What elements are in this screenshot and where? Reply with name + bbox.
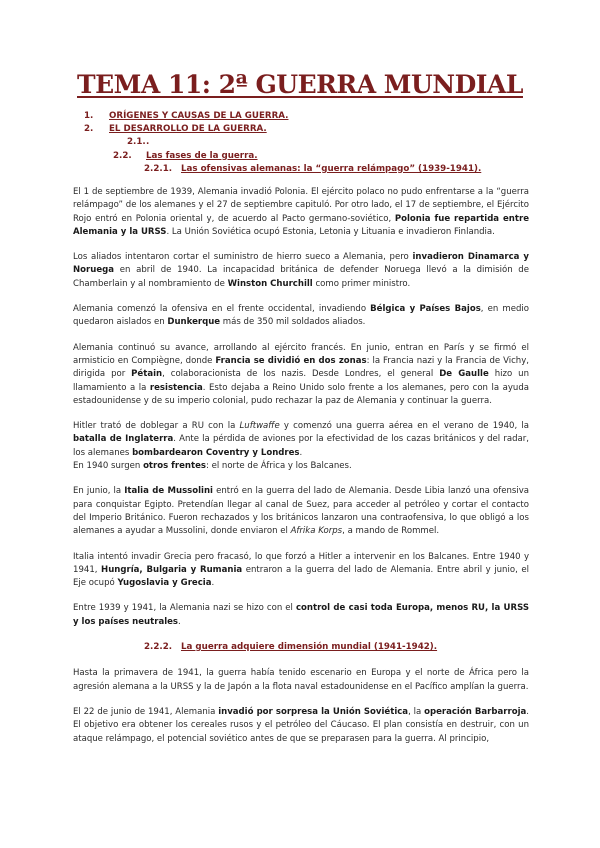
toc-item (0, 150, 600, 163)
paragraph (73, 706, 529, 746)
text-run: Entre 1939 y 1941, la Alemania nazi se hizo con el (73, 603, 296, 614)
text-run: Alemania comenzó la ofensiva en el frente occidental, invadiendo (73, 304, 371, 315)
text-run: En junio, la (73, 486, 125, 497)
paragraph (73, 420, 529, 460)
text-run: Hasta la primavera de 1941, la guerra había tenido escenario en Europa y el norte de África pero la agresión alemana a la URSS y la de Japón a la flota naval estadounidense en el Pacífico amplían la guerra. (73, 668, 529, 692)
toc-number: 2.2.1. (144, 163, 173, 174)
text-run: El 1 de septiembre de 1939, Alemania invadió Polonia. El ejército polaco no pudo enfrentarse a la “guerra relámpago” de los alemanes y el 27 de septiembre capituló. Por otro lado, el 17 de septiembre, el Ejército Rojo entró en Polonia oriental y, de acuerdo al Pacto germano-soviético, (73, 187, 529, 224)
bold-text: Pétain (131, 369, 163, 380)
text-run: . La Unión Soviética ocupó Estonia, Letonia y Lituania e invadieron Finlandia. (166, 226, 495, 237)
toc-number: 1. (84, 111, 94, 121)
table-of-contents (0, 110, 600, 176)
text-run: entró en la guerra del lado de Alemania. Desde Libia lanzó una ofensiva para conquistar Egipto. Pretendían llegar al canal de Suez, para acceder al petróleo y cortar el contacto del Imperio Británico. Fueron rechazados y los británicos lanzaron una contraofensiva, lo que obligó a los alemanes a ayudar a Mussolini, donde enviaron el (73, 486, 529, 537)
page-title: TEMA 11: 2ª GUERRA MUNDIAL (77, 70, 523, 99)
paragraph (73, 186, 529, 239)
toc-link[interactable]: EL DESARROLLO DE LA GUERRA. (109, 124, 267, 135)
bold-text: bombardearon Coventry y Londres (132, 447, 300, 458)
bold-text: Italia de Mussolini (124, 486, 213, 497)
text-run: . (211, 578, 215, 589)
bold-text: Hungría, Bulgaria y Rumania (101, 564, 243, 575)
bold-text: batalla de Inglaterra (73, 434, 174, 445)
bold-text: Dunkerque (167, 317, 221, 328)
bold-text: resistencia (149, 382, 203, 393)
toc-item (0, 136, 600, 149)
toc-number: 2.2. (113, 150, 132, 161)
paragraph (73, 602, 529, 629)
bold-text: otros frentes (143, 461, 206, 472)
italic-text: Luftwaffe (239, 421, 280, 432)
bold-text: Yugoslavia y Grecia (117, 578, 212, 589)
toc-link[interactable]: Las fases de la guerra. (146, 150, 258, 161)
toc-link[interactable]: ORÍGENES Y CAUSAS DE LA GUERRA. (109, 111, 289, 121)
text-run: En 1940 surgen (73, 461, 144, 472)
bold-text: operación Barbarroja (424, 706, 527, 717)
text-run: . (299, 447, 303, 458)
text-run: hizo un llamamiento a la (73, 369, 529, 393)
text-run: como primer ministro. (312, 278, 411, 289)
text-run: y comenzó una guerra aérea en el verano de 1940, la (279, 421, 529, 432)
bold-text: invadió por sorpresa la Unión Soviética (218, 706, 409, 717)
paragraph (73, 485, 529, 538)
text-run: , la (408, 706, 425, 717)
bold-text: Winston Churchill (227, 278, 313, 289)
text-run: El 22 de junio de 1941, Alemania (73, 706, 219, 717)
paragraph (73, 460, 529, 473)
toc-number: 2. (84, 124, 94, 135)
bold-text: Francia se dividió en dos zonas (215, 355, 367, 366)
text-run: . El objetivo era obtener los cereales rusos y el petróleo del Cáucaso. El plan consistía en destruir, con un ataque relámpago, el potencial soviético antes de que se preparasen para la guerra. Al principio, (73, 706, 529, 744)
paragraph (73, 342, 529, 408)
text-run: Italia intentó invadir Grecia pero fracasó, lo que forzó a Hitler a intervenir en los Balcanes. Entre 1940 y 1941, (73, 551, 529, 575)
toc-item (0, 110, 600, 123)
bold-text: invadieron Dinamarca y Noruega (73, 252, 529, 276)
toc-item (0, 163, 600, 176)
text-run: más de 350 mil soldados aliados. (220, 317, 366, 328)
text-run: , a mando de Rommel. (342, 526, 440, 537)
text-run: entraron a la guerra del lado de Alemania. Entre abril y junio, el Eje ocupó (73, 564, 529, 589)
paragraph (73, 251, 529, 291)
italic-text: Afrika Korps (290, 526, 343, 537)
text-run: , colaboracionista de los nazis. Desde Londres, el general (162, 369, 440, 380)
bold-text: Bélgica y Países Bajos (370, 304, 481, 315)
text-run: en abril de 1940. La incapacidad británica de defender Noruega llevó a la dimisión de Chamberlain y al nombramiento de (73, 265, 529, 289)
toc-link[interactable]: Las ofensivas alemanas: la “guerra relámpago” (1939-1941). (181, 163, 482, 174)
text-run: . Esto dejaba a Reino Unido solo frente a los alemanes, pero con la ayuda estadounidense y de su imperio colonial, pudo rechazar la paz de Alemania y continuar la guerra. (73, 382, 529, 406)
section-title: La guerra adquiere dimensión mundial (1941-1942). (181, 642, 438, 653)
paragraph (73, 303, 529, 330)
paragraph (73, 551, 529, 591)
section-heading (73, 641, 529, 654)
toc-number: 2.1. (127, 137, 146, 148)
text-run: . Ante la pérdida de aviones por la efectividad de los cazas británicos y del radar, los alemanes (73, 434, 529, 458)
text-run: , en medio quedaron aislados en (73, 304, 529, 328)
text-run: Hitler trató de doblegar a RU con la (73, 421, 240, 432)
text-run: Los aliados intentaron cortar el suministro de hierro sueco a Alemania, pero (73, 252, 413, 263)
section-number: 2.2.2. (144, 642, 173, 653)
paragraph (73, 667, 529, 694)
toc-item (0, 123, 600, 136)
bold-text: Polonia fue repartida entre Alemania y la URSS (73, 213, 529, 237)
text-run: Alemania continuó su avance, arrollando al ejército francés. En junio, entran en París y se firmó el armisticio en Compiègne, donde (73, 342, 529, 366)
toc-link[interactable]: . (146, 137, 150, 148)
text-run: . (178, 616, 181, 627)
text-run: : el norte de África y los Balcanes. (205, 461, 352, 472)
document-body (73, 186, 529, 746)
bold-text: control de casi toda Europa, menos RU, la URSS y los países neutrales (73, 603, 529, 627)
text-run: : la Francia nazi y la Francia de Vichy, dirigida por (73, 355, 529, 380)
bold-text: De Gaulle (439, 369, 489, 380)
